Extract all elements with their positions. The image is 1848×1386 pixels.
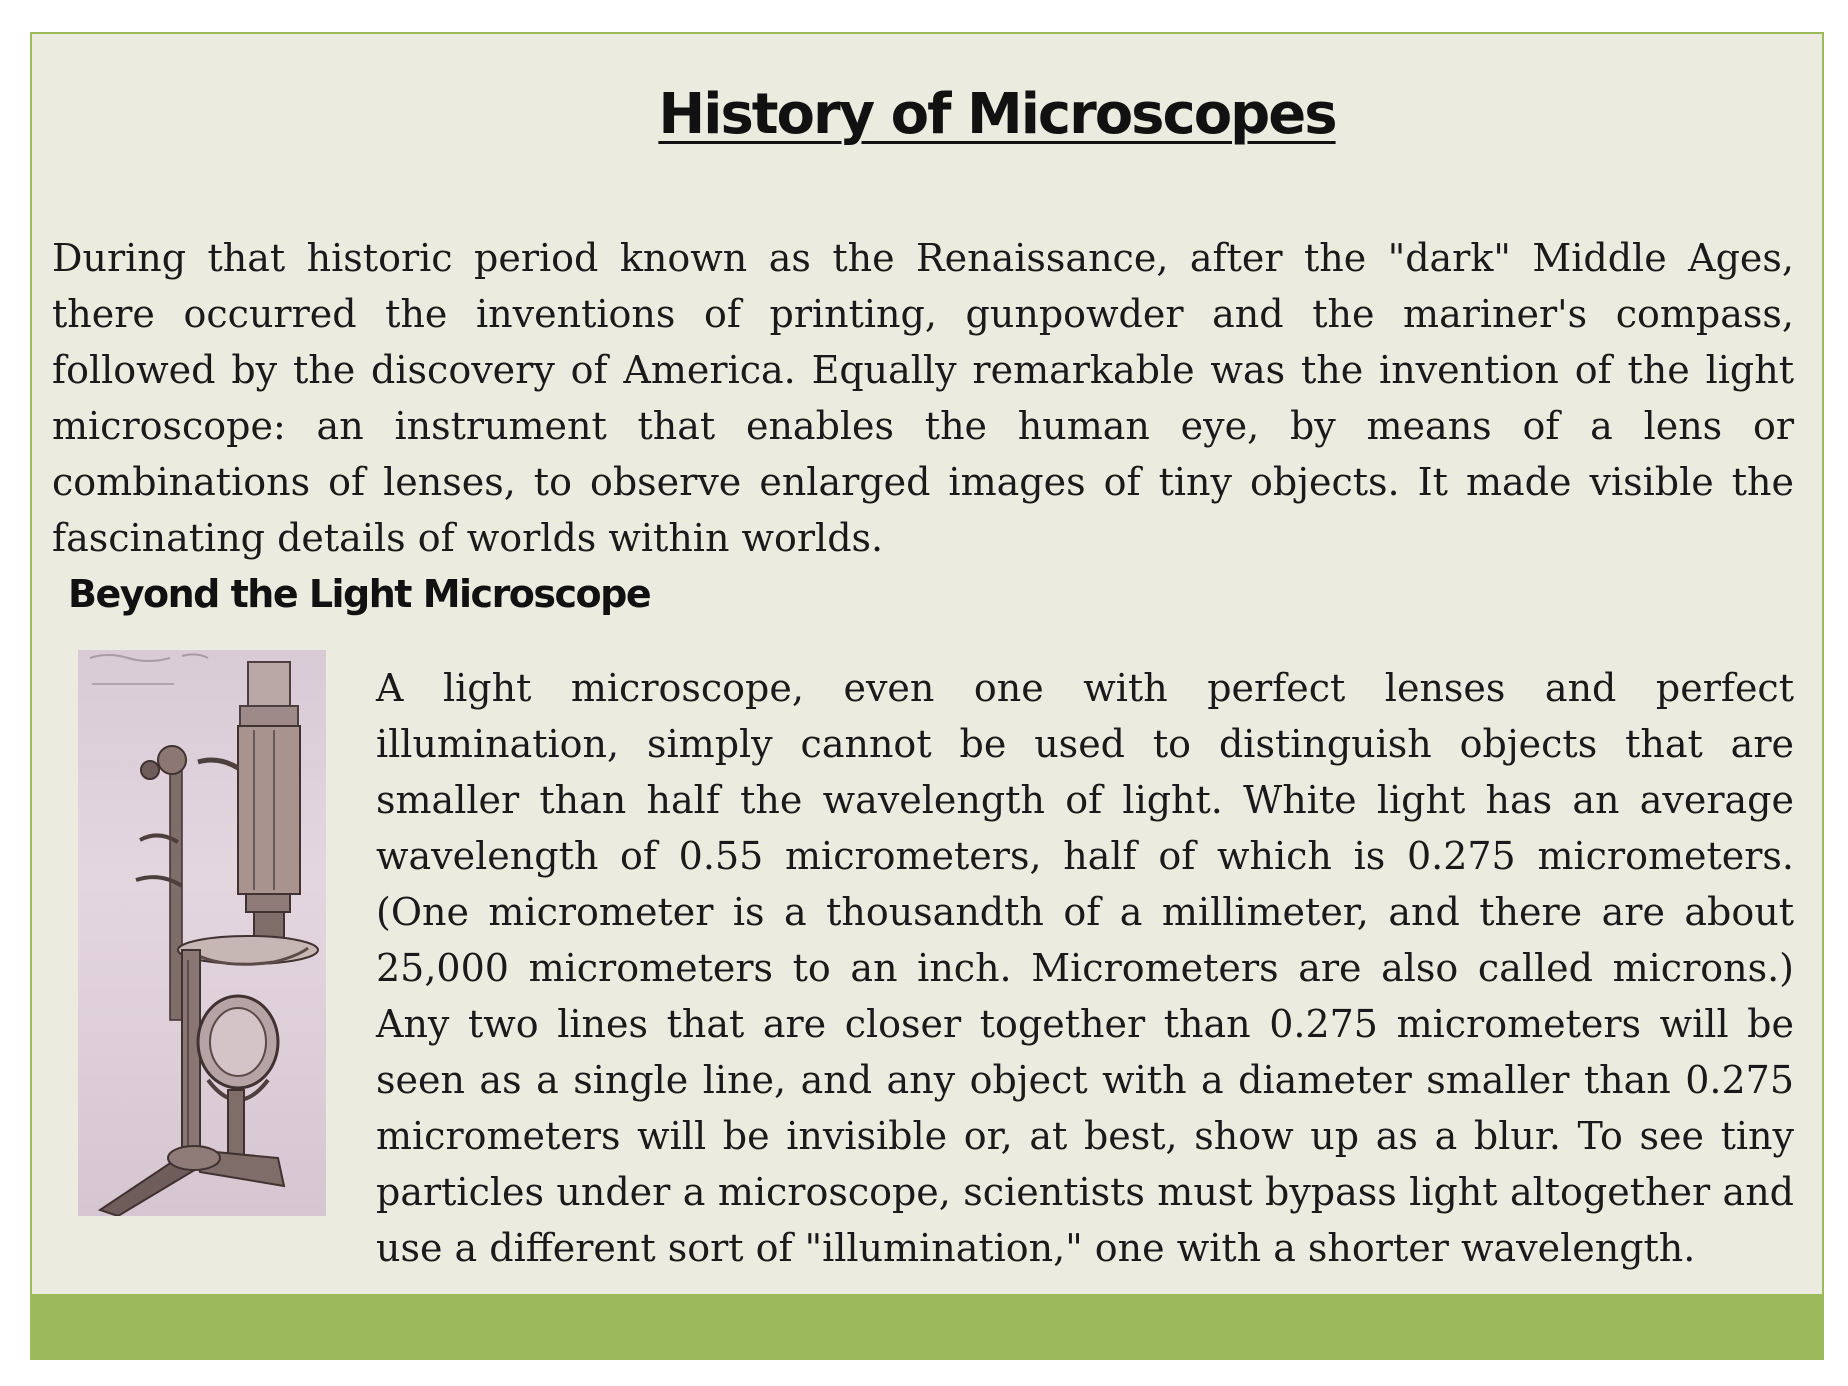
slide-title: History of Microscopes bbox=[658, 82, 1336, 147]
section-heading: Beyond the Light Microscope bbox=[68, 572, 651, 616]
intro-paragraph: During that historic period known as the Renaissance, after the "dark" Middle Ages, there occurred the inventions of printing, gunpowder and the mariner's compass, followed by the discovery of America. Equally remarkable was the invention of the light microscope: an instrument that enables the human eye, by means of a lens or combinations of lenses, to observe enlarged images of tiny objects. It made visible the fascinating details of worlds within worlds. bbox=[52, 236, 1794, 560]
footer-accent-bar bbox=[32, 1294, 1822, 1358]
microscope-drawing bbox=[78, 650, 326, 1216]
antique-microscope-illustration bbox=[78, 650, 326, 1216]
slide bbox=[30, 32, 1824, 1360]
section-paragraph: A light microscope, even one with perfect lenses and perfect illumination, simply cannot be used to distinguish objects that are smaller than half the wavelength of light. White light has an average wavelength of 0.55 micrometers, half of which is 0.275 micrometers. (One micrometer is a thousandth of a millimeter, and there are about 25,000 micrometers to an inch. Micrometers are also called microns.) Any two lines that are closer together than 0.275 micrometers will be seen as a single line, and any object with a diameter smaller than 0.275 micrometers will be invisible or, at best, show up as a blur. To see tiny particles under a microscope, scientists must bypass light altogether and use a different sort of "illumination," one with a shorter wavelength. bbox=[376, 666, 1794, 1270]
